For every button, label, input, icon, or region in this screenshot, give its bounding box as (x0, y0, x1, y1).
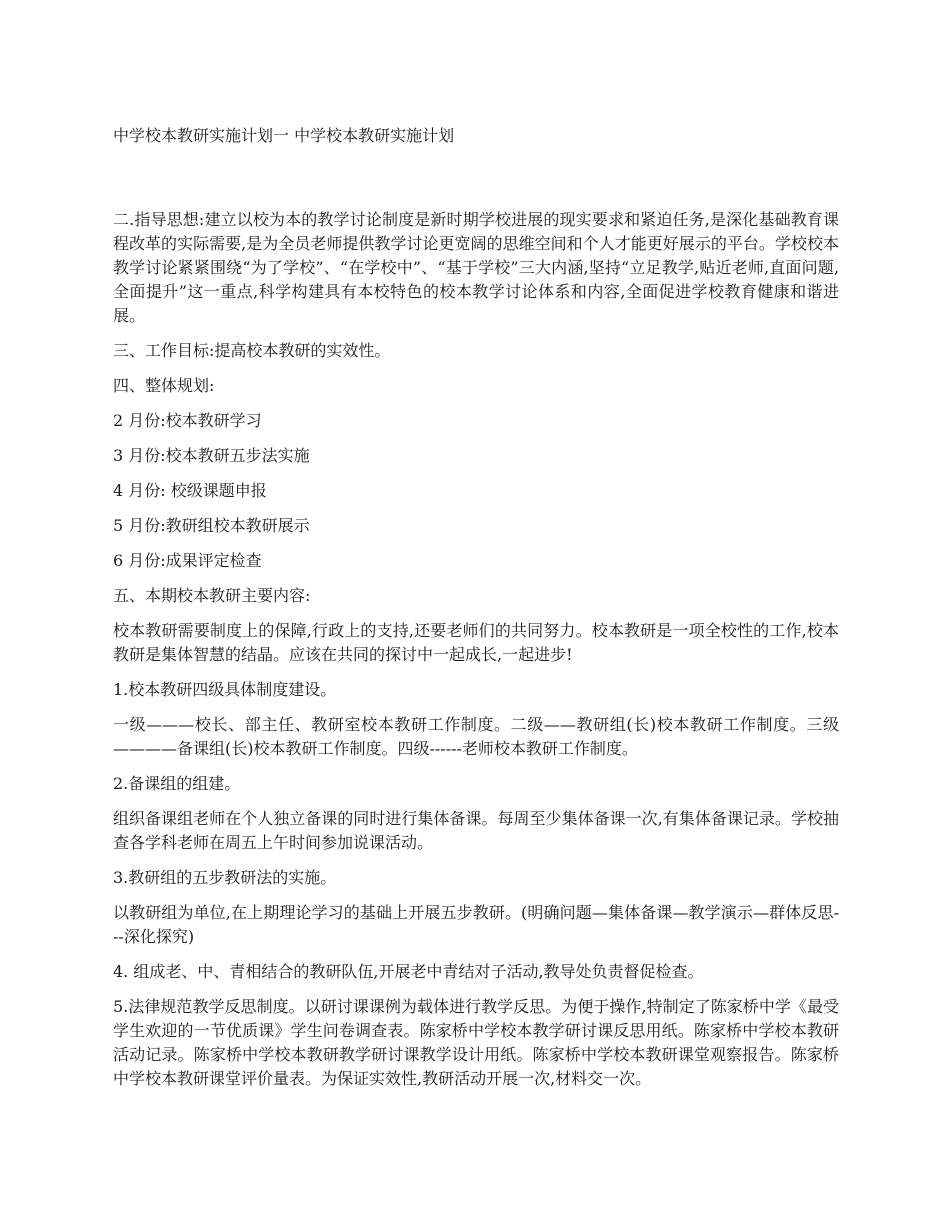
plan-item-june: 6 月份:成果评定检查 (113, 551, 262, 570)
section-3-heading: 3.教研组的五步教研法的实施。 (113, 868, 337, 887)
section-2-heading: 2.备课组的组建。 (113, 774, 241, 793)
document-body (113, 124, 839, 1102)
plan-item-may: 5 月份:教研组校本教研展示 (113, 516, 310, 535)
plan-item-february: 2 月份:校本教研学习 (113, 411, 262, 430)
section-4-paragraph: 4. 组成老、中、青相结合的教研队伍,开展老中青结对子活动,教导处负责督促检查。 (113, 962, 704, 981)
work-goal-heading: 三、工作目标:提高校本教研的实效性。 (113, 341, 391, 360)
main-content-heading: 五、本期校本教研主要内容: (113, 586, 311, 605)
section-3-paragraph: 以教研组为单位,在上期理论学习的基础上开展五步教研。(明确问题—集体备课—教学演示—群体反思---深化探究) (113, 903, 839, 946)
document-title: 中学校本教研实施计划一 中学校本教研实施计划 (113, 126, 455, 145)
section-5-paragraph: 5.法律规范教学反思制度。以研讨课课例为载体进行教学反思。为便于操作,特制定了陈家桥中学《最受学生欢迎的一节优质课》学生问卷调查表。陈家桥中学校本教学研讨课反思用纸。陈家桥中学校本教研活动记录。陈家桥中学校本教研教学研讨课教学设计用纸。陈家桥中学校本教研课堂观察报告。陈家桥中学校本教研课堂评价量表。为保证实效性,教研活动开展一次,材料交一次。 (113, 997, 839, 1088)
section-1-heading: 1.校本教研四级具体制度建设。 (113, 680, 337, 699)
plan-item-march: 3 月份:校本教研五步法实施 (113, 446, 310, 465)
main-content-intro-paragraph: 校本教研需要制度上的保障,行政上的支持,还要老师们的共同努力。校本教研是一项全校性的工作,校本教研是集体智慧的结晶。应该在共同的探讨中一起成长,一起进步! (113, 621, 839, 664)
overall-plan-heading: 四、整体规划: (113, 376, 215, 395)
section-2-paragraph: 组织备课组老师在个人独立备课的同时进行集体备课。每周至少集体备课一次,有集体备课记录。学校抽查各学科老师在周五上午时间参加说课活动。 (113, 809, 839, 852)
section-1-paragraph: 一级———校长、部主任、教研室校本教研工作制度。二级——教研组(长)校本教研工作制度。三级————备课组(长)校本教研工作制度。四级------老师校本教研工作制度。 (113, 715, 839, 758)
plan-item-april: 4 月份: 校级课题申报 (113, 481, 267, 500)
guiding-ideology-paragraph: 二.指导思想:建立以校为本的教学讨论制度是新时期学校进展的现实要求和紧迫任务,是深化基础教育课程改革的实际需要,是为全员老师提供教学讨论更宽阔的思维空间和个人才能更好展示的平台。学校校本教学讨论紧紧围绕“为了学校”、“在学校中”、“基于学校”三大内涵,坚持“立足教学,贴近老师,直面问题,全面提升”这一重点,科学构建具有本校特色的校本教学讨论体系和内容,全面促进学校教育健康和谐进展。 (113, 210, 839, 325)
